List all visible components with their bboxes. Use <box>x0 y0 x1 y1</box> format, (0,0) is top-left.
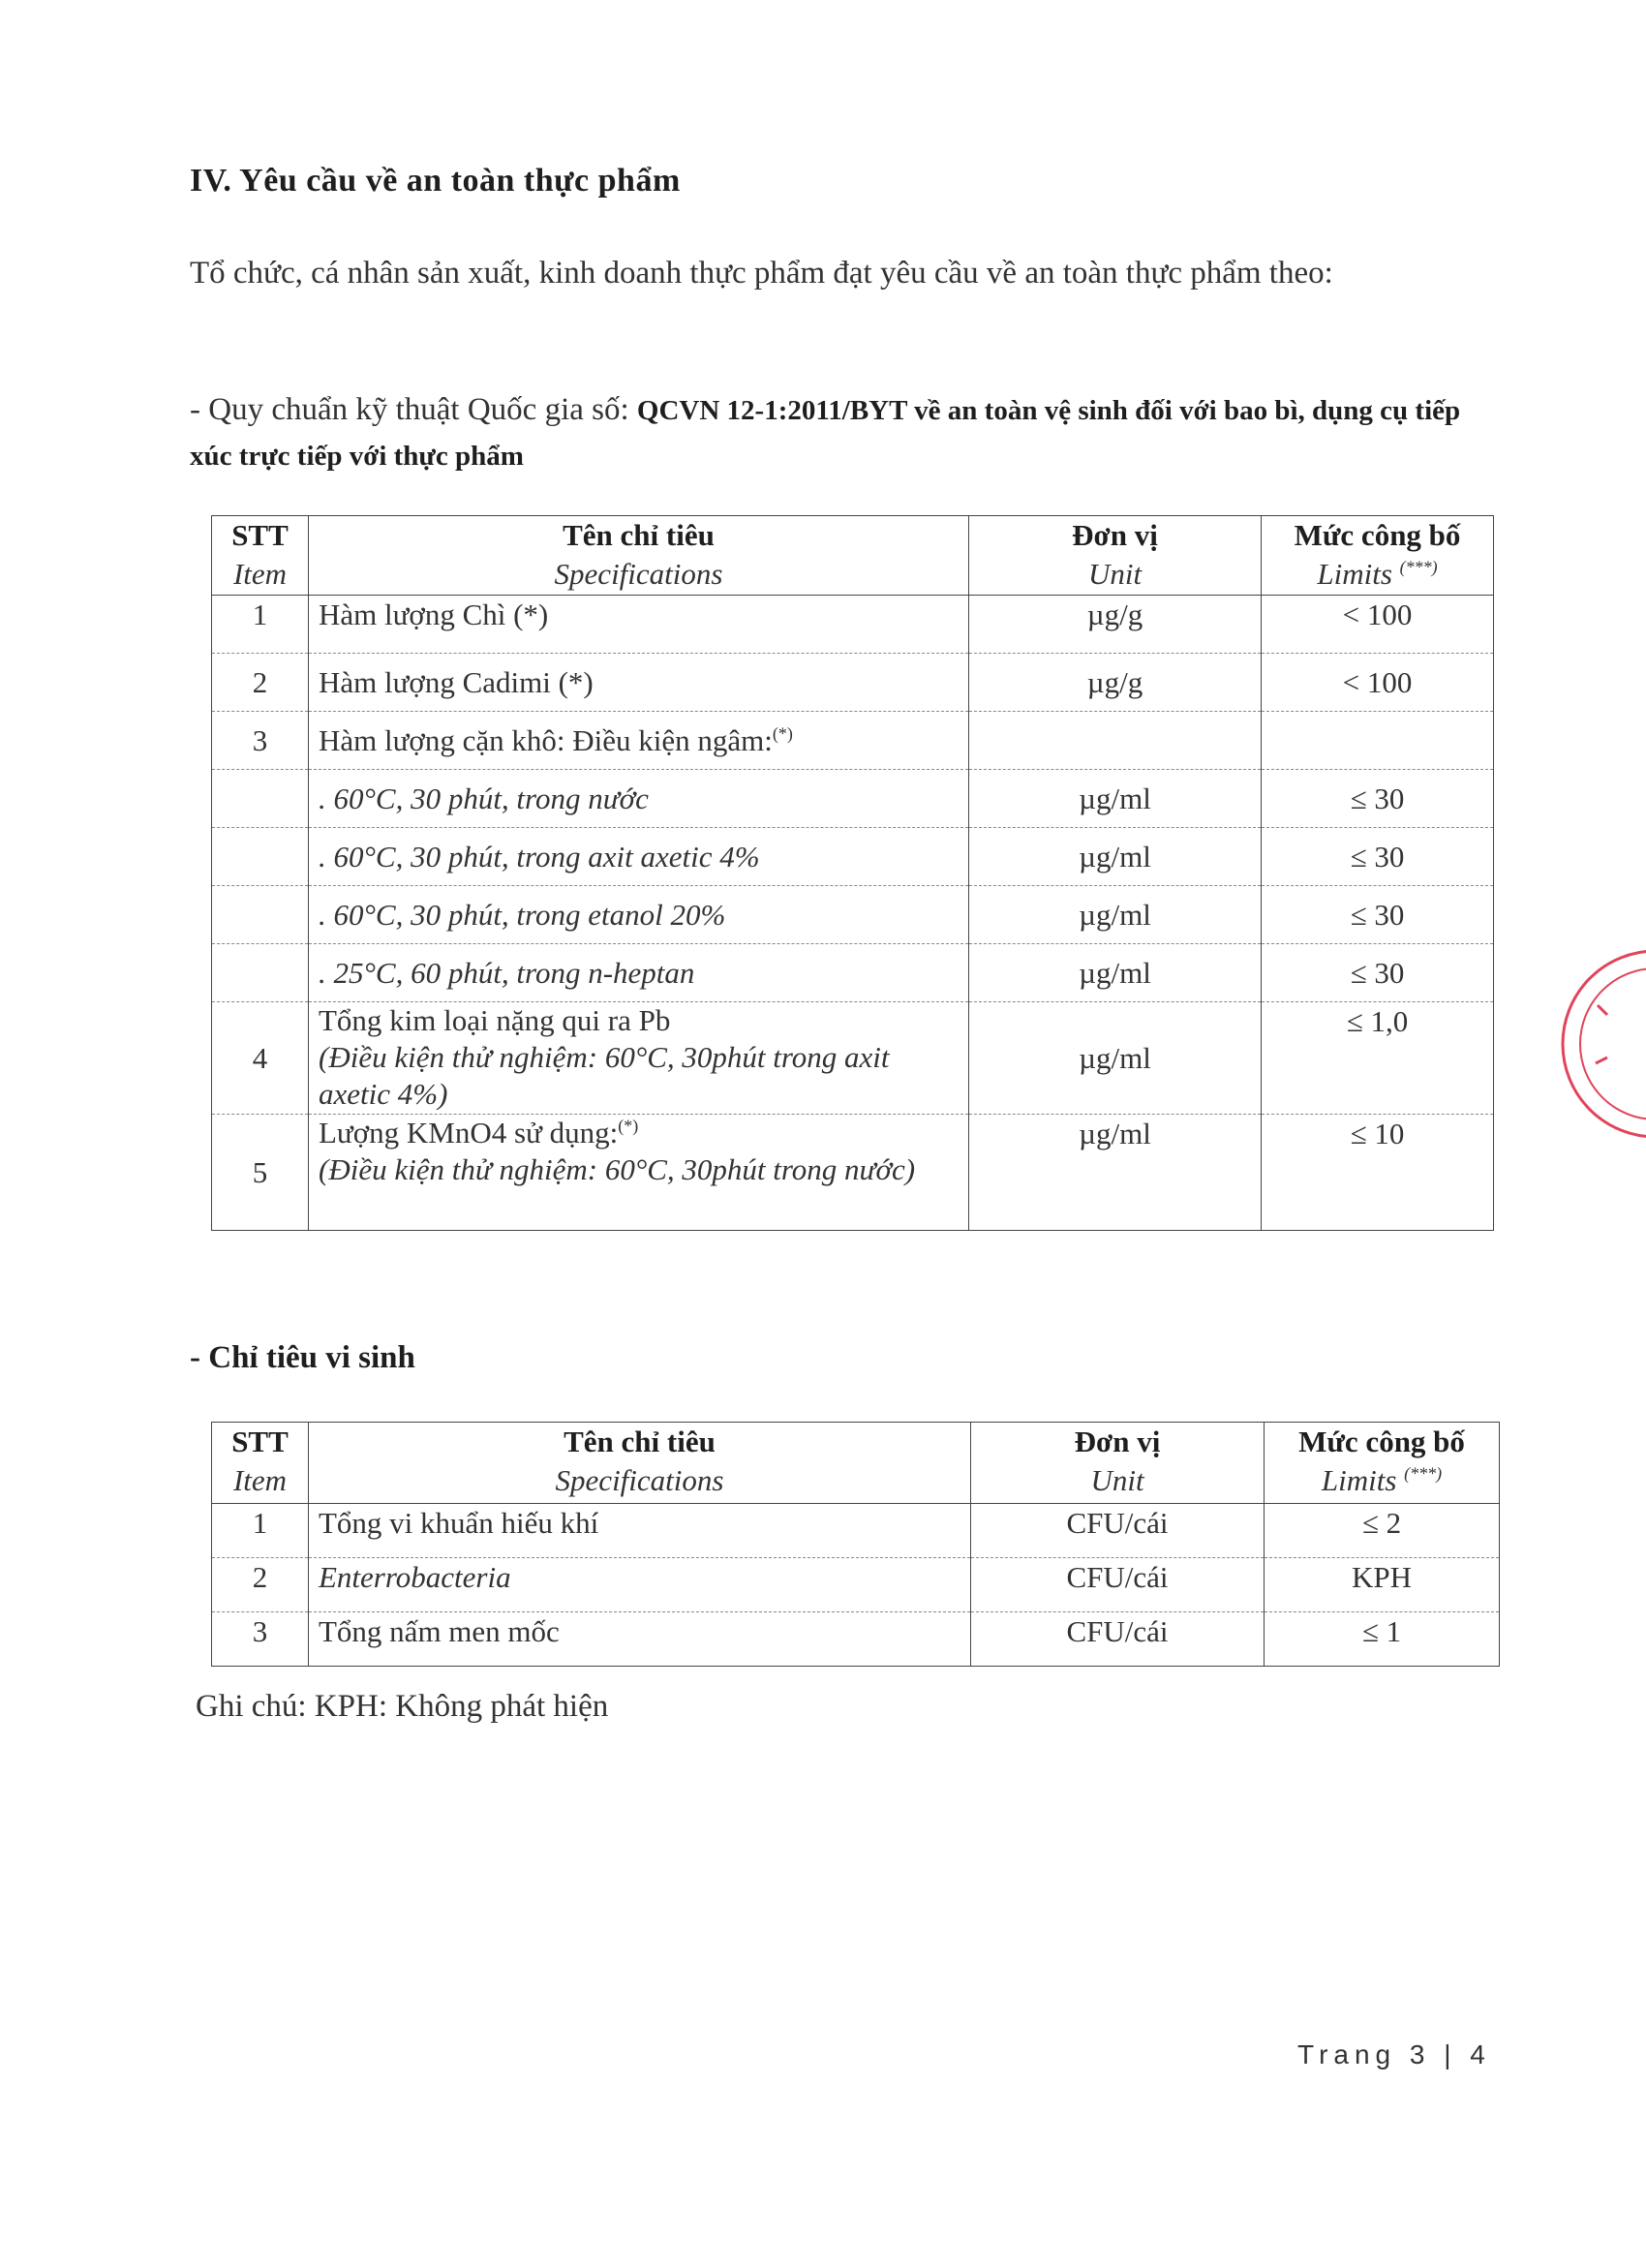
table-row <box>212 1612 1500 1667</box>
cell-name: Hàm lượng Chì (*) <box>309 596 969 654</box>
table-row <box>212 828 1494 886</box>
cell-limit: ≤ 10 <box>1262 1115 1494 1231</box>
cell-limit: ≤ 1 <box>1265 1612 1500 1667</box>
micro-spec-table <box>211 1422 1500 1667</box>
cell-stt: 3 <box>212 1612 309 1667</box>
cell-name: Tổng nấm men mốc <box>309 1612 971 1667</box>
regulation-paragraph <box>190 387 1487 478</box>
cell-name: . 25°C, 60 phút, trong n-heptan <box>309 944 969 1002</box>
cell-stt <box>212 944 309 1002</box>
table-row <box>212 886 1494 944</box>
cell-limit: < 100 <box>1262 596 1494 654</box>
cell-unit: µg/ml <box>969 1002 1262 1115</box>
cell-name: Hàm lượng Cadimi (*) <box>309 654 969 712</box>
cell-limit: ≤ 1,0 <box>1262 1002 1494 1115</box>
header-stt: STT Item <box>212 516 309 596</box>
cell-stt: 2 <box>212 654 309 712</box>
section-title: IV. Yêu cầu về an toàn thực phẩm <box>190 163 681 199</box>
cell-limit: ≤ 30 <box>1262 828 1494 886</box>
cell-stt: 5 <box>212 1115 309 1231</box>
cell-name: Enterrobacteria <box>309 1558 971 1612</box>
cell-unit: µg/ml <box>969 770 1262 828</box>
cell-name: Tổng vi khuẩn hiếu khí <box>309 1504 971 1558</box>
micro-section-title: - Chỉ tiêu vi sinh <box>190 1340 415 1375</box>
header-name: Tên chỉ tiêu Specifications <box>309 1423 971 1504</box>
cell-stt <box>212 886 309 944</box>
cell-name: . 60°C, 30 phút, trong axit axetic 4% <box>309 828 969 886</box>
cell-stt <box>212 770 309 828</box>
cell-name: Tổng kim loại nặng qui ra Pb (Điều kiện thử nghiệm: 60°C, 30phút trong axit axetic 4%) <box>309 1002 969 1115</box>
header-limit: Mức công bố Limits (***) <box>1265 1423 1500 1504</box>
table-row <box>212 1002 1494 1115</box>
header-name: Tên chỉ tiêu Specifications <box>309 516 969 596</box>
table-header-row <box>212 516 1494 596</box>
table-row <box>212 944 1494 1002</box>
table-row <box>212 712 1494 770</box>
regulation-lead: - Quy chuẩn kỹ thuật Quốc gia số: <box>190 392 629 427</box>
cell-limit: < 100 <box>1262 654 1494 712</box>
table-row <box>212 1115 1494 1231</box>
cell-unit: CFU/cái <box>971 1612 1265 1667</box>
cell-name: . 60°C, 30 phút, trong etanol 20% <box>309 886 969 944</box>
cell-limit: ≤ 30 <box>1262 770 1494 828</box>
cell-limit: ≤ 2 <box>1265 1504 1500 1558</box>
cell-limit <box>1262 712 1494 770</box>
cell-unit: µg/ml <box>969 944 1262 1002</box>
cell-unit <box>969 712 1262 770</box>
header-unit: Đơn vị Unit <box>971 1423 1265 1504</box>
table-header-row <box>212 1423 1500 1504</box>
cell-unit: µg/g <box>969 654 1262 712</box>
cell-unit: µg/ml <box>969 1115 1262 1231</box>
cell-limit: ≤ 30 <box>1262 886 1494 944</box>
cell-stt: 2 <box>212 1558 309 1612</box>
cell-stt: 1 <box>212 596 309 654</box>
cell-unit: µg/ml <box>969 828 1262 886</box>
header-limit: Mức công bố Limits (***) <box>1262 516 1494 596</box>
regulation-name: QCVN 12-1:2011/BYT về an toàn vệ sinh đối với bao bì, dụng cụ tiếp xúc trực tiếp với thực phẩm <box>190 395 1461 472</box>
page-number: Trang 3 | 4 <box>1297 2039 1491 2069</box>
table-row <box>212 1504 1500 1558</box>
header-stt: STT Item <box>212 1423 309 1504</box>
table-row <box>212 1558 1500 1612</box>
table-row <box>212 596 1494 654</box>
cell-name: Hàm lượng cặn khô: Điều kiện ngâm:(*) <box>309 712 969 770</box>
cell-name: . 60°C, 30 phút, trong nước <box>309 770 969 828</box>
intro-paragraph: Tổ chức, cá nhân sản xuất, kinh doanh thực phẩm đạt yêu cầu về an toàn thực phẩm theo: <box>190 256 1333 291</box>
cell-stt: 4 <box>212 1002 309 1115</box>
table-row <box>212 770 1494 828</box>
header-unit: Đơn vị Unit <box>969 516 1262 596</box>
table-row <box>212 654 1494 712</box>
safety-spec-table <box>211 515 1494 1231</box>
cell-unit: CFU/cái <box>971 1558 1265 1612</box>
cell-unit: µg/ml <box>969 886 1262 944</box>
cell-stt: 1 <box>212 1504 309 1558</box>
cell-limit: KPH <box>1265 1558 1500 1612</box>
cell-unit: µg/g <box>969 596 1262 654</box>
cell-stt <box>212 828 309 886</box>
cell-limit: ≤ 30 <box>1262 944 1494 1002</box>
footnote: Ghi chú: KPH: Không phát hiện <box>196 1689 609 1724</box>
seal-stamp <box>1559 918 1646 1170</box>
cell-name: Lượng KMnO4 sử dụng:(*) (Điều kiện thử nghiệm: 60°C, 30phút trong nước) <box>309 1115 969 1231</box>
cell-stt: 3 <box>212 712 309 770</box>
cell-unit: CFU/cái <box>971 1504 1265 1558</box>
